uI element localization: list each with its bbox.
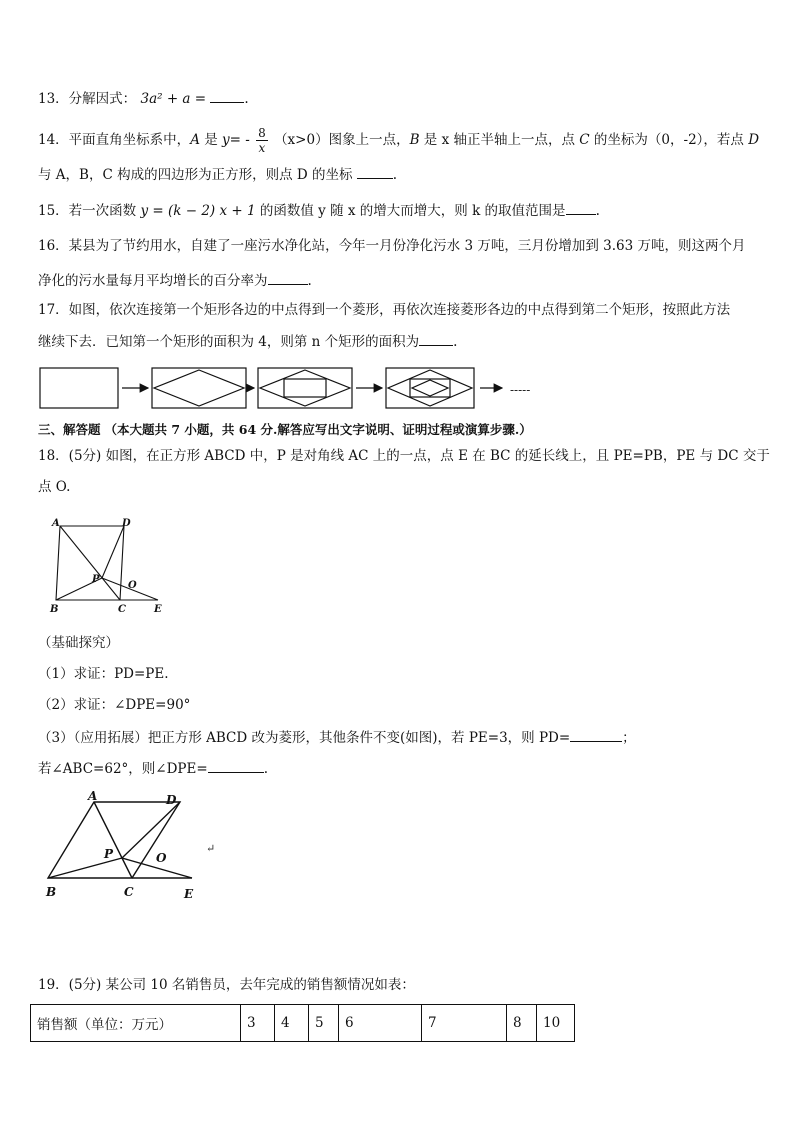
q17-rect-3: [258, 368, 352, 408]
q18-fig1-diagonal-ac: [60, 526, 120, 600]
q14-part3: 是 x 轴正半轴上一点，点: [419, 132, 580, 148]
q18-line1: 18．(5分) 如图，在正方形 ABCD 中，P 是对角线 AC 上的一点，点 E 在 BC 的延长线上，且 PE=PB，PE 与 DC 交于: [38, 448, 770, 464]
q13-prefix: 13．分解因式：: [38, 91, 137, 107]
table-cell: 5: [309, 1005, 339, 1042]
section3-desc: （本大题共 7 小题，共 64 分.解答应写出文字说明、证明过程或演算步骤.）: [104, 422, 532, 437]
q14-line2: 与 A，B，C 构成的四边形为正方形，则点 D 的坐标: [38, 167, 353, 183]
table-cell: 3: [241, 1005, 275, 1042]
q16-line-1: [38, 236, 746, 256]
q18-part-4: [38, 758, 268, 779]
q18-part-2: [38, 695, 190, 715]
q18-line-1: [38, 446, 770, 466]
q18-fig1-label-b: B: [50, 604, 59, 615]
q18-basic-heading: [38, 633, 119, 653]
q18-fig1-label-c: C: [118, 604, 126, 615]
q19-text: 19．(5分) 某公司 10 名销售员，去年完成的销售额情况如表：: [38, 977, 415, 993]
q15-prefix: 15．若一次函数: [38, 203, 141, 219]
table-cell: 6: [339, 1005, 422, 1042]
q17-rhombus-2: [154, 370, 244, 406]
q18-p2: （2）求证：∠DPE=90°: [38, 697, 191, 713]
q14-part2: 是: [199, 132, 223, 148]
q17-rect-4: [386, 368, 474, 408]
q17-answer-blank[interactable]: [419, 331, 453, 346]
q14-frac-num: 8: [258, 126, 266, 140]
q18-fig1-label-d: D: [122, 518, 131, 529]
q18-p1: （1）求证：PD=PE.: [38, 666, 169, 682]
q17-end: .: [453, 334, 458, 350]
q15-end: .: [595, 203, 600, 219]
table-cell: 10: [537, 1005, 575, 1042]
q18-p3: （3）（应用拓展）把正方形 ABCD 改为菱形，其他条件不变(如图)，若 PE=3，则 PD=: [38, 730, 571, 746]
section3-title: 三、解答题: [38, 422, 101, 437]
q17-ellipsis: -----: [510, 383, 531, 397]
q16-end: .: [307, 273, 312, 289]
q14-line-1: [38, 126, 759, 155]
q14-point-d: D: [748, 132, 760, 148]
q18-fig2-rhombus: [48, 802, 180, 878]
q14-point-c: C: [579, 132, 590, 148]
q19-sales-table: [30, 1004, 575, 1042]
table-cell: 4: [275, 1005, 309, 1042]
q18-line2: 点 O.: [38, 479, 71, 495]
q14-cond: （x>0）图象上一点，: [274, 132, 410, 148]
table-cell: 7: [422, 1005, 507, 1042]
q17-rhombus-3: [260, 370, 350, 406]
q18-fig2-label-c: C: [124, 885, 134, 899]
q18-paragraph-mark: ↵: [206, 842, 216, 855]
q18-p4: 若∠ABC=62°，则∠DPE=: [38, 761, 208, 777]
q16-answer-blank[interactable]: [268, 270, 308, 285]
q18-fig1-label-p: P: [92, 574, 100, 585]
q18-part-3: [38, 727, 636, 748]
q14-line-2: [38, 164, 397, 185]
q18-square-figure: [46, 516, 186, 626]
q14-line2-end: .: [392, 167, 398, 183]
q18-fig2-label-b: B: [46, 885, 57, 899]
q14-fraction: [256, 126, 268, 155]
q18-fig2-label-d: D: [166, 793, 177, 807]
q18-fig2-label-p: P: [104, 847, 114, 861]
section3-heading: [38, 420, 532, 440]
q16-line1: 16．某县为了节约用水，自建了一座污水净化站，今年一月份净化污水 3 万吨，三月份增加到 3.63 万吨，则这两个月: [38, 238, 746, 254]
q14-answer-blank[interactable]: [357, 164, 393, 179]
q14-part1: 14．平面直角坐标系中，: [38, 132, 191, 148]
q18-fig2-label-e: E: [184, 887, 194, 901]
q18-fig1-label-e: E: [154, 604, 162, 615]
q18-part-1: [38, 664, 169, 684]
q16-line2: 净化的污水量每月平均增长的百分率为: [38, 273, 268, 289]
q17-inner-rect-4: [410, 379, 450, 397]
q17-line1: 17．如图，依次连接第一个矩形各边的中点得到一个菱形，再依次连接菱形各边的中点得到第二个矩形，按照此方法: [38, 302, 731, 318]
q18-fig2-label-a: A: [88, 789, 98, 803]
q13-answer-blank[interactable]: [210, 88, 244, 103]
q17-inner-rect-3: [284, 379, 326, 397]
q14-point-a: A: [190, 132, 200, 148]
q17-inner-rhombus-4: [412, 380, 448, 396]
q15-mid: 的函数值 y 随 x 的增大而增大，则 k 的取值范围是: [255, 203, 566, 219]
q18-fig2-label-o: O: [156, 851, 167, 865]
q18-fig1-line-pd: [102, 526, 124, 578]
q13-expr: 3a² + a =: [140, 91, 207, 107]
q16-line-2: [38, 270, 312, 291]
q17-rect-2: [152, 368, 246, 408]
q17-rectangle-sequence-figure: [36, 364, 596, 414]
q18-dpe-answer-blank[interactable]: [208, 758, 264, 773]
q19-line: [38, 975, 415, 995]
q18-p4-end: .: [263, 761, 268, 777]
table-cell: 8: [507, 1005, 537, 1042]
table-header-cell: 销售额（单位：万元）: [31, 1005, 241, 1042]
q18-p3-end: ；: [622, 730, 636, 746]
q18-fig1-label-a: A: [52, 518, 60, 529]
q15-answer-blank[interactable]: [566, 200, 596, 215]
q18-pd-answer-blank[interactable]: [570, 727, 622, 742]
q18-fig2-diagonal-ac: [94, 802, 132, 878]
q17-line-2: [38, 331, 457, 352]
q13-line: [38, 88, 249, 109]
q15-line: [38, 200, 600, 221]
q14-point-b: B: [409, 132, 420, 148]
q13-suffix: .: [244, 91, 249, 107]
q14-y-eq: y= -: [222, 132, 250, 148]
q18-line-2: [38, 477, 70, 497]
q18-basic: （基础探究）: [38, 635, 119, 651]
q14-frac-den: x: [258, 141, 266, 155]
q17-line-1: [38, 300, 730, 320]
q17-line2: 继续下去．已知第一个矩形的面积为 4，则第 n 个矩形的面积为: [38, 334, 420, 350]
q14-part4: 的坐标为（0，-2），若点: [589, 132, 749, 148]
q18-fig1-label-o: O: [128, 580, 137, 591]
q15-expr: y = (k − 2) x + 1: [140, 203, 256, 219]
q17-rect-1: [40, 368, 118, 408]
table-row: [31, 1005, 575, 1042]
q18-fig2-line-pd: [122, 802, 180, 858]
q17-rhombus-4: [388, 370, 472, 406]
